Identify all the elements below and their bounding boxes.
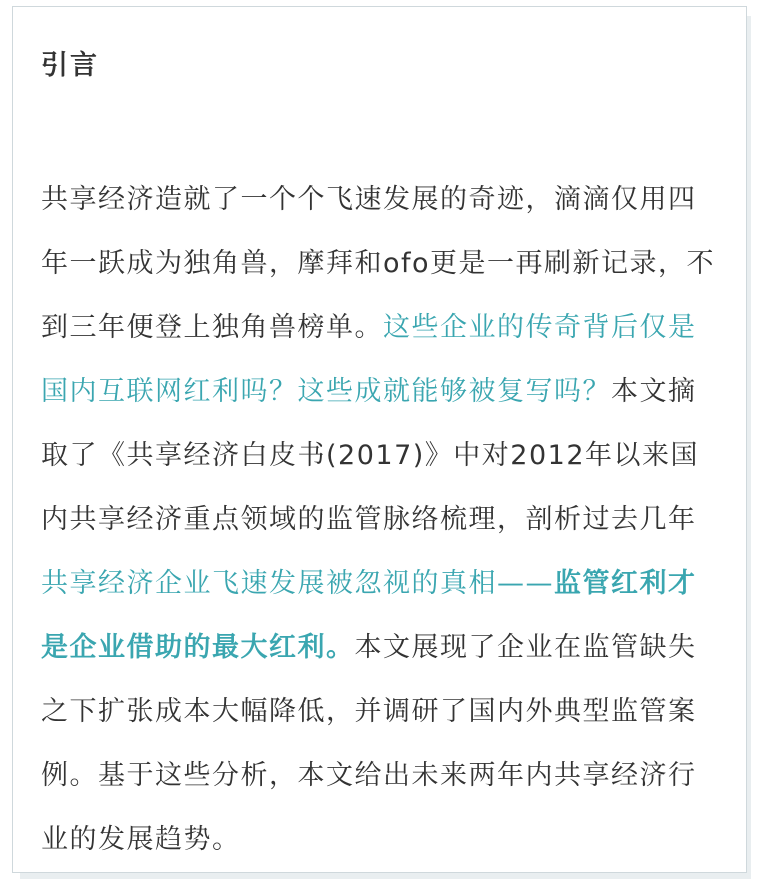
highlight-question: 这些企业的传奇背后仅是国内互联网红利吗？这些成就能够被复写吗？: [41, 312, 697, 407]
highlight-truth: 共享经济企业飞速发展被忽视的真相——: [41, 568, 554, 599]
paragraph-text-1: 共享经济造就了一个个飞速发展的奇迹，滴滴仅用四年一跃成为独角兽，摩拜和ofo更是一再刷新记录，不到三年便登上独角兽榜单。: [41, 184, 716, 343]
highlight-regulation-dividend: 监管红利才是企业借助的最大红利。: [41, 568, 697, 663]
article-card: [12, 6, 747, 873]
intro-paragraph: [41, 168, 721, 872]
paragraph-text-2: 本文摘取了《共享经济白皮书(2017)》中对2012年以来国内共享经济重点领域的监管脉络梳理，剖析过去几年: [41, 376, 699, 535]
section-heading: 引言: [41, 50, 99, 81]
paragraph-text-3: 本文展现了企业在监管缺失之下扩张成本大幅降低，并调研了国内外典型监管案例。基于这些分析，本文给出未来两年内共享经济行业的发展趋势。: [41, 632, 697, 855]
